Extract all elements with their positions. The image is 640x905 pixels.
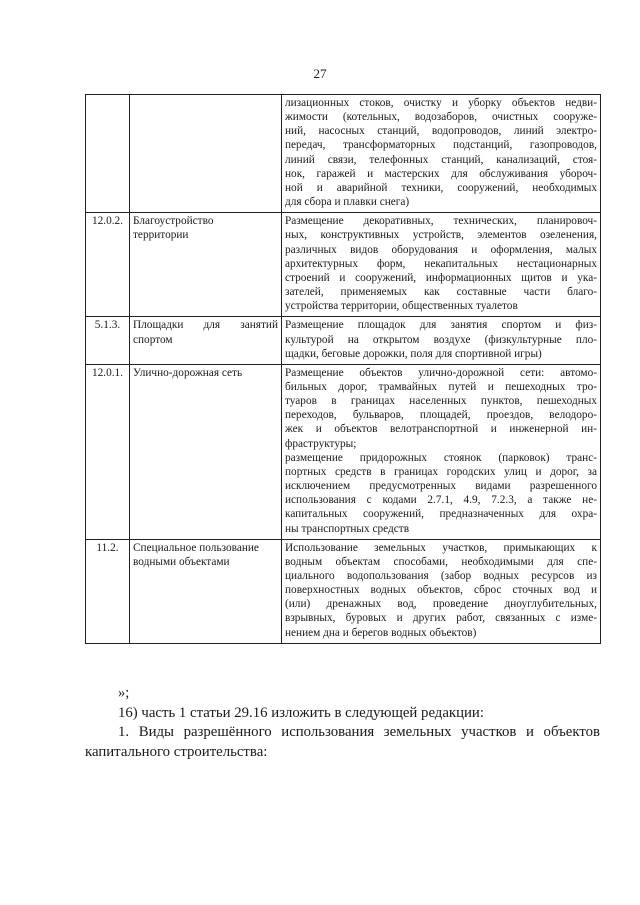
row-name xyxy=(130,95,282,213)
row-description-line: капитальных сооружений, предназначенных для охра- xyxy=(285,508,597,521)
row-description xyxy=(282,539,601,643)
row-code: 12.0.2. xyxy=(86,213,130,317)
table-row xyxy=(86,539,601,643)
row-name-line: территории xyxy=(133,229,189,242)
row-description-line: исключением предусмотренных видами разрешенного xyxy=(285,480,597,493)
row-description-line: различных видов оборудования и оформления, малых xyxy=(285,243,597,256)
row-description-line: Использование земельных участков, примыкающих к xyxy=(285,541,597,554)
land-use-table xyxy=(85,94,601,644)
row-description-line: (или) дренажных вод, проведение дноуглубительных, xyxy=(285,598,597,611)
row-description-line: строений и сооружений, информационных щитов и ука- xyxy=(285,271,597,284)
row-description-line: лизационных стоков, очистку и уборку объектов недви- xyxy=(285,97,597,109)
row-description-line: устройства территории, общественных туалетов xyxy=(285,300,518,313)
row-name-line: спортом xyxy=(133,333,173,346)
row-description xyxy=(282,364,601,539)
row-name xyxy=(130,317,282,364)
row-description-line: переходов, бульваров, площадей, проездов, велодоро- xyxy=(285,409,597,422)
table-row xyxy=(86,364,601,539)
row-description-line: водным объектам способами, необходимыми для спе- xyxy=(285,555,597,568)
row-description-line: щадки, беговые дорожки, поля для спортивной игры) xyxy=(285,347,542,360)
row-description-line: линий связи, телефонных станций, канализаций, стоя- xyxy=(285,153,597,166)
row-description-line: взрывных, буровых и других работ, связанных с изме- xyxy=(285,612,597,625)
closing-quote: »; xyxy=(118,685,130,701)
row-name-line: Улично-дорожная сеть xyxy=(133,366,243,379)
row-description-line: культурой на открытом воздухе (физкультурные пло- xyxy=(285,333,597,346)
row-description-line: нок, гаражей и мастерских для обслуживания убороч- xyxy=(285,167,597,180)
row-description-line: Размещение объектов улично-дорожной сети: автомо- xyxy=(285,366,597,379)
page-number: 27 xyxy=(313,66,327,81)
row-description-line: использования с кодами 2.7.1, 4.9, 7.2.3, а также не- xyxy=(285,494,597,507)
row-name-line: Благоустройство xyxy=(133,215,214,228)
amendment-item-1-line-2: капитального строительства: xyxy=(85,744,268,760)
row-code xyxy=(86,95,130,213)
row-description-line: Размещение площадок для занятия спортом и физ- xyxy=(285,319,597,332)
row-code: 12.0.1. xyxy=(86,364,130,539)
row-description xyxy=(282,317,601,364)
row-name-line: водными объектами xyxy=(133,555,230,568)
row-name xyxy=(130,539,282,643)
table-row xyxy=(86,95,601,213)
row-description-line: бильных дорог, трамвайных путей и пешеходных тро- xyxy=(285,380,597,393)
row-description-line: зателей, применяемых как составные части благо- xyxy=(285,286,597,299)
row-description-line: архитектурных форм, некапитальных нестационарных xyxy=(285,257,597,270)
row-name xyxy=(130,364,282,539)
row-description-line: Размещение декоративных, технических, планировоч- xyxy=(285,215,597,228)
row-description-line: жек и объектов велотранспортной и инженерной ин- xyxy=(285,423,597,436)
row-description-line: ных, конструктивных устройств, элементов озеленения, xyxy=(285,229,597,242)
row-description-line: портных средств в границах городских улиц и дорог, за xyxy=(285,465,597,478)
row-description-line: ной и аварийной техники, сооружений, необходимых xyxy=(285,181,597,194)
row-description-line: нением дна и берегов водных объектов) xyxy=(285,626,477,639)
amendment-item-16: 16) часть 1 статьи 29.16 изложить в следующей редакции: xyxy=(118,705,484,721)
row-description xyxy=(282,95,601,213)
row-name-line: Специальное пользование xyxy=(133,541,259,554)
row-description-line: ны транспортных средств xyxy=(285,522,410,535)
row-description-line: поверхностных водных объектов, сброс сточных вод и xyxy=(285,584,597,597)
row-description xyxy=(282,213,601,317)
row-description-line: размещение придорожных стоянок (парковок) транс- xyxy=(285,451,597,464)
amendment-item-1-line-1: 1. Виды разрешённого использования земельных участков и объектов xyxy=(118,724,600,740)
row-code: 11.2. xyxy=(86,539,130,643)
row-description-line: жимости (котельных, водозаборов, очистных сооруже- xyxy=(285,111,597,124)
row-name xyxy=(130,213,282,317)
row-description-line: фраструктуры; xyxy=(285,437,357,450)
row-name-line: Площадки для занятий xyxy=(133,319,278,332)
amendment-item-1 xyxy=(85,722,600,762)
row-description-line: передач, трансформаторных подстанций, газопроводов, xyxy=(285,139,597,152)
table-row xyxy=(86,213,601,317)
row-code: 5.1.3. xyxy=(86,317,130,364)
row-description-line: ний, насосных станций, водопроводов, линий электро- xyxy=(285,125,597,138)
row-description-line: для сбора и плавки снега) xyxy=(285,196,410,209)
row-description-line: циального водопользования (забор водных ресурсов из xyxy=(285,570,597,582)
table-row xyxy=(86,317,601,364)
row-description-line: туаров в границах населенных пунктов, пешеходных xyxy=(285,395,597,408)
